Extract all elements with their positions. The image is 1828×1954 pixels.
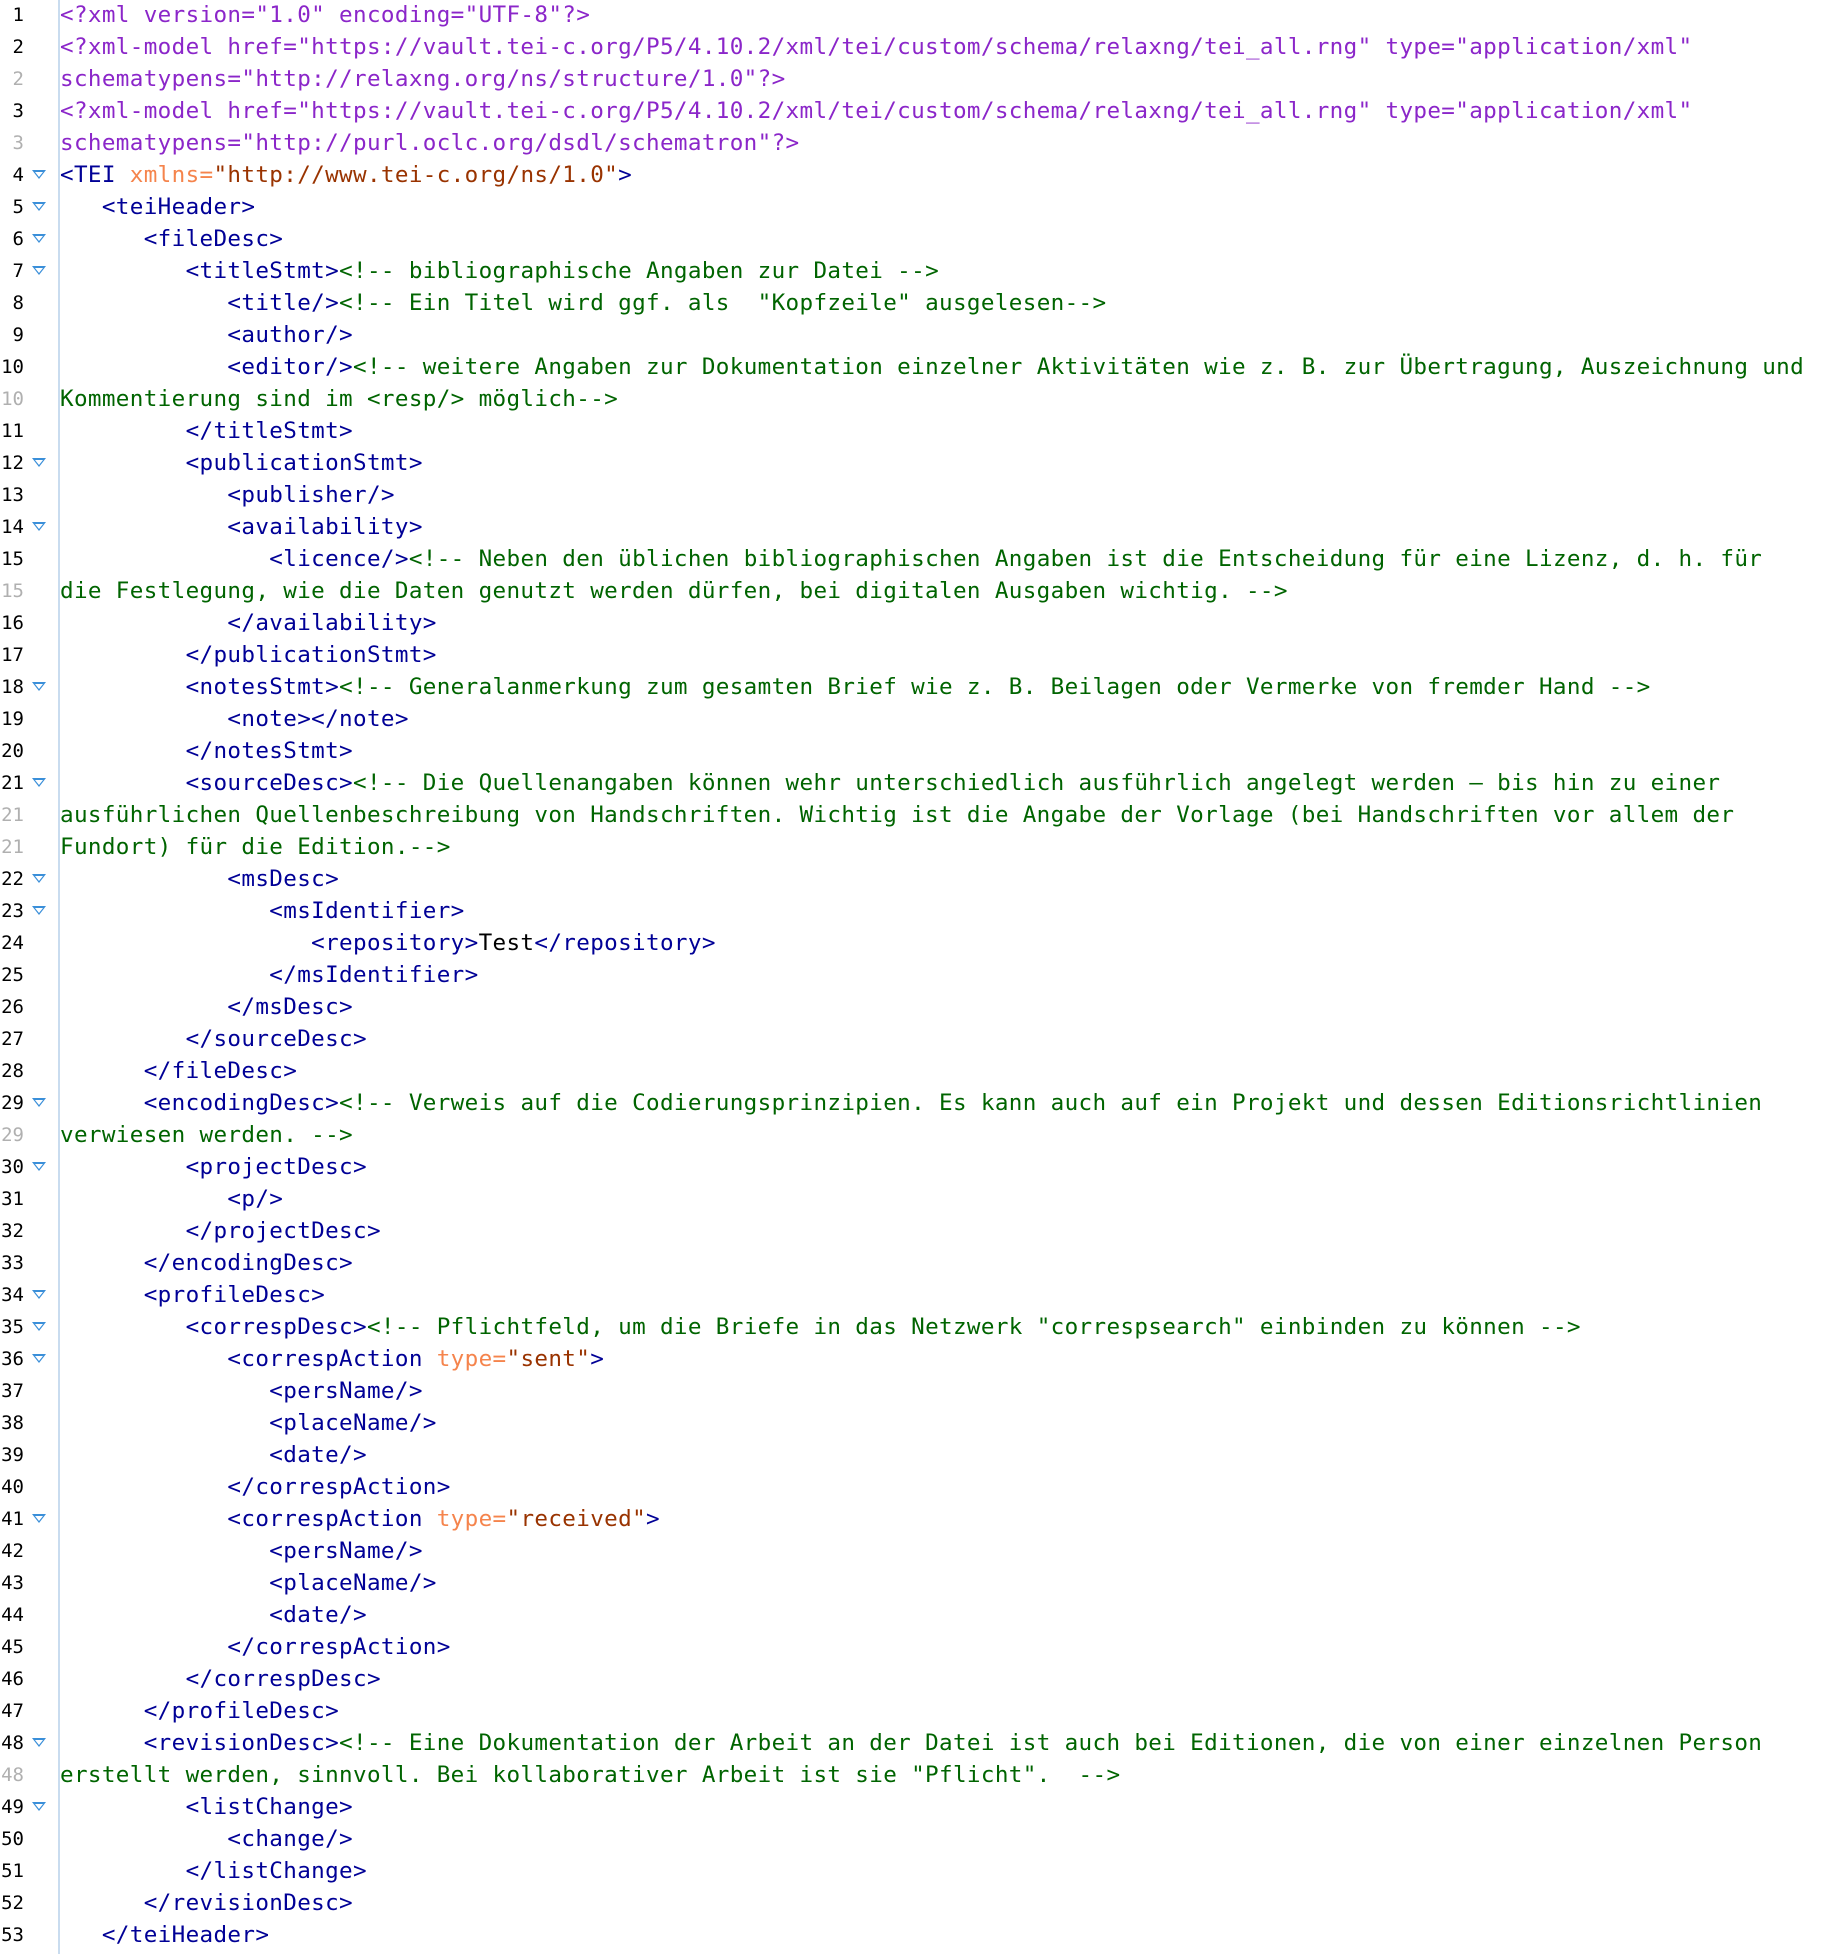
code-line[interactable] — [0, 1151, 1828, 1183]
xml-tag: </profileDesc> — [60, 1698, 340, 1724]
code-line[interactable] — [0, 1887, 1828, 1919]
fold-triangle-icon[interactable] — [32, 1322, 46, 1331]
line-number: 34 — [1, 1284, 24, 1306]
processing-instruction: <?xml version="1.0" encoding="UTF-8"?> — [60, 2, 591, 28]
line-number: 39 — [1, 1444, 24, 1466]
fold-triangle-icon[interactable] — [32, 778, 46, 787]
line-number: 6 — [12, 228, 24, 250]
xml-tag: </availability> — [60, 610, 437, 636]
xml-tag: </correspDesc> — [60, 1666, 381, 1692]
code-text[interactable] — [60, 415, 353, 447]
xml-tag: <date/> — [60, 1442, 367, 1468]
line-number: 29 — [1, 1092, 24, 1114]
code-text[interactable] — [60, 479, 395, 511]
code-text[interactable] — [60, 639, 437, 671]
xml-tag: > — [646, 1506, 660, 1532]
code-text[interactable] — [60, 895, 465, 927]
code-line[interactable] — [0, 1311, 1828, 1343]
line-number: 31 — [1, 1188, 24, 1210]
xml-comment: <!-- weitere Angaben zur Dokumentation einzelner Aktivitäten wie z. B. zur Übertragung, Auszeichnung und — [353, 354, 1805, 380]
text-content: Test — [478, 930, 535, 956]
code-line-wrapped[interactable] — [0, 575, 1828, 607]
fold-triangle-icon[interactable] — [32, 522, 46, 531]
line-number: 22 — [1, 868, 24, 890]
line-number: 13 — [1, 484, 24, 506]
code-line[interactable] — [0, 1279, 1828, 1311]
xml-tag: </revisionDesc> — [60, 1890, 354, 1916]
code-text[interactable] — [60, 287, 1106, 319]
xml-tag: <teiHeader> — [60, 194, 256, 220]
line-number: 44 — [1, 1604, 24, 1626]
xml-tag: </correspAction> — [60, 1474, 451, 1500]
line-number: 9 — [12, 324, 24, 346]
xml-tag: <licence/> — [60, 546, 409, 572]
line-number: 24 — [1, 932, 24, 954]
line-number: 30 — [1, 1156, 24, 1178]
code-text[interactable] — [60, 255, 939, 287]
code-text[interactable] — [60, 0, 590, 31]
code-line[interactable] — [0, 959, 1828, 991]
line-number: 53 — [1, 1924, 24, 1946]
xml-comment: <!-- bibliographische Angaben zur Datei --> — [339, 258, 940, 284]
line-number: 21 — [1, 836, 24, 858]
code-line[interactable] — [0, 1087, 1828, 1119]
code-line[interactable] — [0, 1375, 1828, 1407]
xml-comment: <!-- Pflichtfeld, um die Briefe in das Netzwerk "correspsearch" einbinden zu können --> — [366, 1314, 1581, 1340]
code-line[interactable] — [0, 415, 1828, 447]
code-line[interactable] — [0, 1471, 1828, 1503]
processing-instruction: <?xml-model href="https://vault.tei-c.org/P5/4.10.2/xml/tei/custom/schema/relaxng/tei_all.rng" type="application/xml" — [60, 34, 1693, 60]
attribute-name: xmlns= — [129, 162, 214, 188]
fold-triangle-icon[interactable] — [32, 1354, 46, 1363]
code-text[interactable] — [60, 1119, 353, 1151]
code-line[interactable] — [0, 1439, 1828, 1471]
code-text[interactable] — [60, 1855, 367, 1887]
xml-tag: </projectDesc> — [60, 1218, 381, 1244]
line-number: 25 — [1, 964, 24, 986]
code-line[interactable] — [0, 543, 1828, 575]
fold-triangle-icon[interactable] — [32, 202, 46, 211]
xml-tag: </sourceDesc> — [60, 1026, 367, 1052]
line-number: 50 — [1, 1828, 24, 1850]
fold-triangle-icon[interactable] — [32, 682, 46, 691]
code-line[interactable] — [0, 1503, 1828, 1535]
line-number: 3 — [12, 132, 24, 154]
xml-tag: <profileDesc> — [60, 1282, 326, 1308]
code-line[interactable] — [0, 1407, 1828, 1439]
code-line-wrapped[interactable] — [0, 799, 1828, 831]
xml-tag: <editor/> — [60, 354, 354, 380]
code-text[interactable] — [60, 383, 618, 415]
processing-instruction: <?xml-model href="https://vault.tei-c.org/P5/4.10.2/xml/tei/custom/schema/relaxng/tei_all.rng" type="application/xml" — [60, 98, 1693, 124]
xml-tag: <msIdentifier> — [60, 898, 465, 924]
line-number: 19 — [1, 708, 24, 730]
xml-tag: </teiHeader> — [60, 1922, 270, 1948]
fold-triangle-icon[interactable] — [32, 1514, 46, 1523]
xml-tag: </fileDesc> — [60, 1058, 298, 1084]
code-text[interactable] — [60, 447, 423, 479]
code-text[interactable] — [60, 1599, 367, 1631]
code-text[interactable] — [60, 1887, 353, 1919]
line-number: 20 — [1, 740, 24, 762]
xml-tag: </notesStmt> — [60, 738, 354, 764]
fold-triangle-icon[interactable] — [32, 266, 46, 275]
processing-instruction: schematypens="http://relaxng.org/ns/structure/1.0"?> — [60, 66, 786, 92]
code-line-wrapped[interactable] — [0, 831, 1828, 863]
code-text[interactable] — [60, 1695, 339, 1727]
xml-comment: <!-- Die Quellenangaben können wehr unterschiedlich ausführlich angelegt werden – bis hin zu einer — [353, 770, 1721, 796]
code-text[interactable] — [60, 607, 437, 639]
code-text[interactable] — [60, 1087, 1762, 1119]
code-line[interactable] — [0, 703, 1828, 735]
code-line[interactable] — [0, 767, 1828, 799]
code-text[interactable] — [60, 1823, 353, 1855]
xml-comment: <!-- Generalanmerkung zum gesamten Brief wie z. B. Beilagen oder Vermerke von fremder Hand --> — [339, 674, 1651, 700]
line-number: 47 — [1, 1700, 24, 1722]
attribute-value: "sent" — [506, 1346, 591, 1372]
code-text[interactable] — [60, 351, 1804, 383]
line-number: 36 — [1, 1348, 24, 1370]
code-line[interactable] — [0, 511, 1828, 543]
line-number: 11 — [1, 420, 24, 442]
code-text[interactable] — [60, 863, 339, 895]
xml-tag: </listChange> — [60, 1858, 367, 1884]
xml-tag: <publicationStmt> — [60, 450, 423, 476]
code-line-wrapped[interactable] — [0, 127, 1828, 159]
line-number: 7 — [12, 260, 24, 282]
line-number: 48 — [1, 1732, 24, 1754]
processing-instruction: schematypens="http://purl.oclc.org/dsdl/schematron"?> — [60, 130, 800, 156]
code-text[interactable] — [60, 1759, 1120, 1791]
fold-triangle-icon[interactable] — [32, 874, 46, 883]
code-text[interactable] — [60, 1311, 1581, 1343]
code-line[interactable] — [0, 31, 1828, 63]
code-line[interactable] — [0, 159, 1828, 191]
line-number: 37 — [1, 1380, 24, 1402]
line-number: 21 — [1, 772, 24, 794]
attribute-name: type= — [436, 1346, 507, 1372]
code-line[interactable] — [0, 1791, 1828, 1823]
line-number: 8 — [12, 292, 24, 314]
line-number: 41 — [1, 1508, 24, 1530]
code-line[interactable] — [0, 607, 1828, 639]
line-number: 18 — [1, 676, 24, 698]
code-text[interactable] — [60, 1535, 423, 1567]
code-line[interactable] — [0, 1183, 1828, 1215]
code-text[interactable] — [60, 735, 353, 767]
fold-triangle-icon[interactable] — [32, 1802, 46, 1811]
code-line[interactable] — [0, 95, 1828, 127]
xml-comment: die Festlegung, wie die Daten genutzt werden dürfen, bei digitalen Ausgaben wichtig. --> — [60, 578, 1288, 604]
code-line[interactable] — [0, 639, 1828, 671]
fold-triangle-icon[interactable] — [32, 906, 46, 915]
xml-comment: Fundort) für die Edition.--> — [60, 834, 451, 860]
code-text[interactable] — [60, 1503, 660, 1535]
code-line[interactable] — [0, 895, 1828, 927]
xml-tag: <note></note> — [60, 706, 409, 732]
code-text[interactable] — [60, 1663, 381, 1695]
code-line[interactable] — [0, 1599, 1828, 1631]
xml-tag: <change/> — [60, 1826, 354, 1852]
xml-tag: <p/> — [60, 1186, 284, 1212]
code-line[interactable] — [0, 1535, 1828, 1567]
code-text[interactable] — [60, 127, 800, 159]
line-number: 1 — [12, 4, 24, 26]
code-line[interactable] — [0, 447, 1828, 479]
code-line[interactable] — [0, 1023, 1828, 1055]
fold-triangle-icon[interactable] — [32, 1162, 46, 1171]
xml-tag: <listChange> — [60, 1794, 354, 1820]
code-line[interactable] — [0, 1663, 1828, 1695]
code-text[interactable] — [60, 671, 1651, 703]
xml-tag: <title/> — [60, 290, 340, 316]
code-line[interactable] — [0, 1215, 1828, 1247]
line-number: 2 — [12, 36, 24, 58]
attribute-name: type= — [436, 1506, 507, 1532]
line-number: 52 — [1, 1892, 24, 1914]
code-line[interactable] — [0, 735, 1828, 767]
code-line[interactable] — [0, 1567, 1828, 1599]
code-text[interactable] — [60, 1439, 367, 1471]
line-number: 3 — [12, 100, 24, 122]
xml-tag: <correspDesc> — [60, 1314, 367, 1340]
code-line[interactable] — [0, 991, 1828, 1023]
code-line[interactable] — [0, 319, 1828, 351]
code-text[interactable] — [60, 1183, 283, 1215]
line-number: 38 — [1, 1412, 24, 1434]
xml-tag: <persName/> — [60, 1378, 423, 1404]
code-line[interactable] — [0, 223, 1828, 255]
xml-tag: <correspAction — [60, 1506, 437, 1532]
xml-tag: <placeName/> — [60, 1410, 437, 1436]
code-line-wrapped[interactable] — [0, 1759, 1828, 1791]
code-text[interactable] — [60, 1151, 367, 1183]
line-number: 48 — [1, 1764, 24, 1786]
code-text[interactable] — [60, 191, 255, 223]
code-text[interactable] — [60, 959, 479, 991]
code-line[interactable] — [0, 1247, 1828, 1279]
code-line[interactable] — [0, 479, 1828, 511]
xml-tag: </msIdentifier> — [60, 962, 479, 988]
xml-tag: <notesStmt> — [60, 674, 340, 700]
xml-comment: <!-- Verweis auf die Codierungsprinzipien. Es kann auch auf ein Projekt und dessen Editionsrichtlinien — [339, 1090, 1763, 1116]
xml-tag: <encodingDesc> — [60, 1090, 340, 1116]
xml-comment: erstellt werden, sinnvoll. Bei kollaborativer Arbeit ist sie "Pflicht". --> — [60, 1762, 1121, 1788]
line-number: 26 — [1, 996, 24, 1018]
line-number: 46 — [1, 1668, 24, 1690]
line-number: 17 — [1, 644, 24, 666]
line-number: 21 — [1, 804, 24, 826]
code-text[interactable] — [60, 95, 1692, 127]
code-text[interactable] — [60, 543, 1762, 575]
xml-tag: </titleStmt> — [60, 418, 354, 444]
xml-tag: </publicationStmt> — [60, 642, 437, 668]
line-number: 45 — [1, 1636, 24, 1658]
code-text[interactable] — [60, 1215, 381, 1247]
xml-comment: <!-- Eine Dokumentation der Arbeit an der Datei ist auch bei Editionen, die von einer einzelnen Person — [339, 1730, 1763, 1756]
fold-triangle-icon[interactable] — [32, 234, 46, 243]
xml-tag: <fileDesc> — [60, 226, 284, 252]
xml-tag: > — [618, 162, 633, 188]
line-number: 10 — [1, 356, 24, 378]
xml-comment: ausführlichen Quellenbeschreibung von Handschriften. Wichtig ist die Angabe der Vorlage (bei Handschriften vor allem der — [60, 802, 1735, 828]
xml-tag: </msDesc> — [60, 994, 354, 1020]
code-text[interactable] — [60, 927, 716, 959]
xml-comment: Kommentierung sind im <resp/> möglich--> — [60, 386, 619, 412]
code-line[interactable] — [0, 287, 1828, 319]
code-line[interactable] — [0, 255, 1828, 287]
code-text[interactable] — [60, 703, 409, 735]
code-text[interactable] — [60, 1407, 437, 1439]
xml-tag: <repository> — [60, 930, 479, 956]
xml-tag: </correspAction> — [60, 1634, 451, 1660]
xml-comment: verwiesen werden. --> — [60, 1122, 354, 1148]
xml-tag: <date/> — [60, 1602, 367, 1628]
fold-triangle-icon[interactable] — [32, 170, 46, 179]
code-line-wrapped[interactable] — [0, 63, 1828, 95]
code-line[interactable] — [0, 927, 1828, 959]
line-number: 10 — [1, 388, 24, 410]
line-number: 33 — [1, 1252, 24, 1274]
code-line[interactable] — [0, 1695, 1828, 1727]
xml-tag: <availability> — [60, 514, 423, 540]
fold-triangle-icon[interactable] — [32, 458, 46, 467]
line-number: 42 — [1, 1540, 24, 1562]
line-number: 29 — [1, 1124, 24, 1146]
code-text[interactable] — [60, 1727, 1762, 1759]
code-line[interactable] — [0, 1855, 1828, 1887]
line-number: 43 — [1, 1572, 24, 1594]
fold-triangle-icon[interactable] — [32, 1098, 46, 1107]
attribute-value: "http://www.tei-c.org/ns/1.0" — [213, 162, 619, 188]
code-line[interactable] — [0, 1823, 1828, 1855]
xml-tag: <projectDesc> — [60, 1154, 367, 1180]
code-text[interactable] — [60, 1279, 325, 1311]
code-line[interactable] — [0, 863, 1828, 895]
code-text[interactable] — [60, 1471, 451, 1503]
code-text[interactable] — [60, 63, 786, 95]
code-text[interactable] — [60, 767, 1720, 799]
line-number: 4 — [12, 164, 24, 186]
code-text[interactable] — [60, 1055, 297, 1087]
line-number: 16 — [1, 612, 24, 634]
code-line[interactable] — [0, 1919, 1828, 1951]
xml-tag: <persName/> — [60, 1538, 423, 1564]
xml-tag: </encodingDesc> — [60, 1250, 354, 1276]
xml-tag: <titleStmt> — [60, 258, 340, 284]
line-number: 51 — [1, 1860, 24, 1882]
xml-comment: <!-- Neben den üblichen bibliographischen Angaben ist die Entscheidung für eine Lizenz, d. h. für — [408, 546, 1763, 572]
xml-tag: <revisionDesc> — [60, 1730, 340, 1756]
code-text[interactable] — [60, 511, 423, 543]
code-text[interactable] — [60, 1567, 437, 1599]
code-line-wrapped[interactable] — [0, 1119, 1828, 1151]
code-text[interactable] — [60, 1247, 353, 1279]
line-number: 5 — [12, 196, 24, 218]
xml-comment: <!-- Ein Titel wird ggf. als "Kopfzeile" ausgelesen--> — [339, 290, 1107, 316]
code-line[interactable] — [0, 351, 1828, 383]
xml-tag: <placeName/> — [60, 1570, 437, 1596]
line-number: 14 — [1, 516, 24, 538]
line-number: 15 — [1, 548, 24, 570]
code-text[interactable] — [60, 575, 1288, 607]
code-text[interactable] — [60, 31, 1692, 63]
code-text[interactable] — [60, 223, 283, 255]
code-text[interactable] — [60, 1631, 451, 1663]
code-line[interactable] — [0, 1055, 1828, 1087]
line-number: 15 — [1, 580, 24, 602]
code-line[interactable] — [0, 0, 1828, 31]
line-number: 2 — [12, 68, 24, 90]
line-number: 28 — [1, 1060, 24, 1082]
line-number: 27 — [1, 1028, 24, 1050]
code-text[interactable] — [60, 831, 451, 863]
line-number: 12 — [1, 452, 24, 474]
code-text[interactable] — [60, 799, 1734, 831]
line-number: 32 — [1, 1220, 24, 1242]
code-text[interactable] — [60, 1023, 367, 1055]
xml-tag: <sourceDesc> — [60, 770, 354, 796]
code-text[interactable] — [60, 991, 353, 1023]
fold-triangle-icon[interactable] — [32, 1290, 46, 1299]
code-line-wrapped[interactable] — [0, 383, 1828, 415]
fold-triangle-icon[interactable] — [32, 1738, 46, 1747]
code-line[interactable] — [0, 1727, 1828, 1759]
line-number: 23 — [1, 900, 24, 922]
xml-tag: > — [590, 1346, 605, 1372]
code-text[interactable] — [60, 1375, 423, 1407]
xml-tag: <TEI — [60, 162, 130, 188]
code-text[interactable] — [60, 1343, 604, 1375]
code-line[interactable] — [0, 1343, 1828, 1375]
line-number: 40 — [1, 1476, 24, 1498]
code-text[interactable] — [60, 319, 353, 351]
code-text[interactable] — [60, 159, 632, 191]
code-line[interactable] — [0, 1631, 1828, 1663]
xml-tag: <correspAction — [60, 1346, 437, 1372]
line-number: 35 — [1, 1316, 24, 1338]
code-line[interactable] — [0, 191, 1828, 223]
code-line[interactable] — [0, 671, 1828, 703]
xml-tag: <author/> — [60, 322, 354, 348]
xml-tag: <publisher/> — [60, 482, 395, 508]
code-text[interactable] — [60, 1919, 269, 1951]
xml-tag: </repository> — [534, 930, 716, 956]
code-text[interactable] — [60, 1791, 353, 1823]
attribute-value: "received" — [506, 1506, 647, 1532]
line-number: 49 — [1, 1796, 24, 1818]
xml-tag: <msDesc> — [60, 866, 340, 892]
